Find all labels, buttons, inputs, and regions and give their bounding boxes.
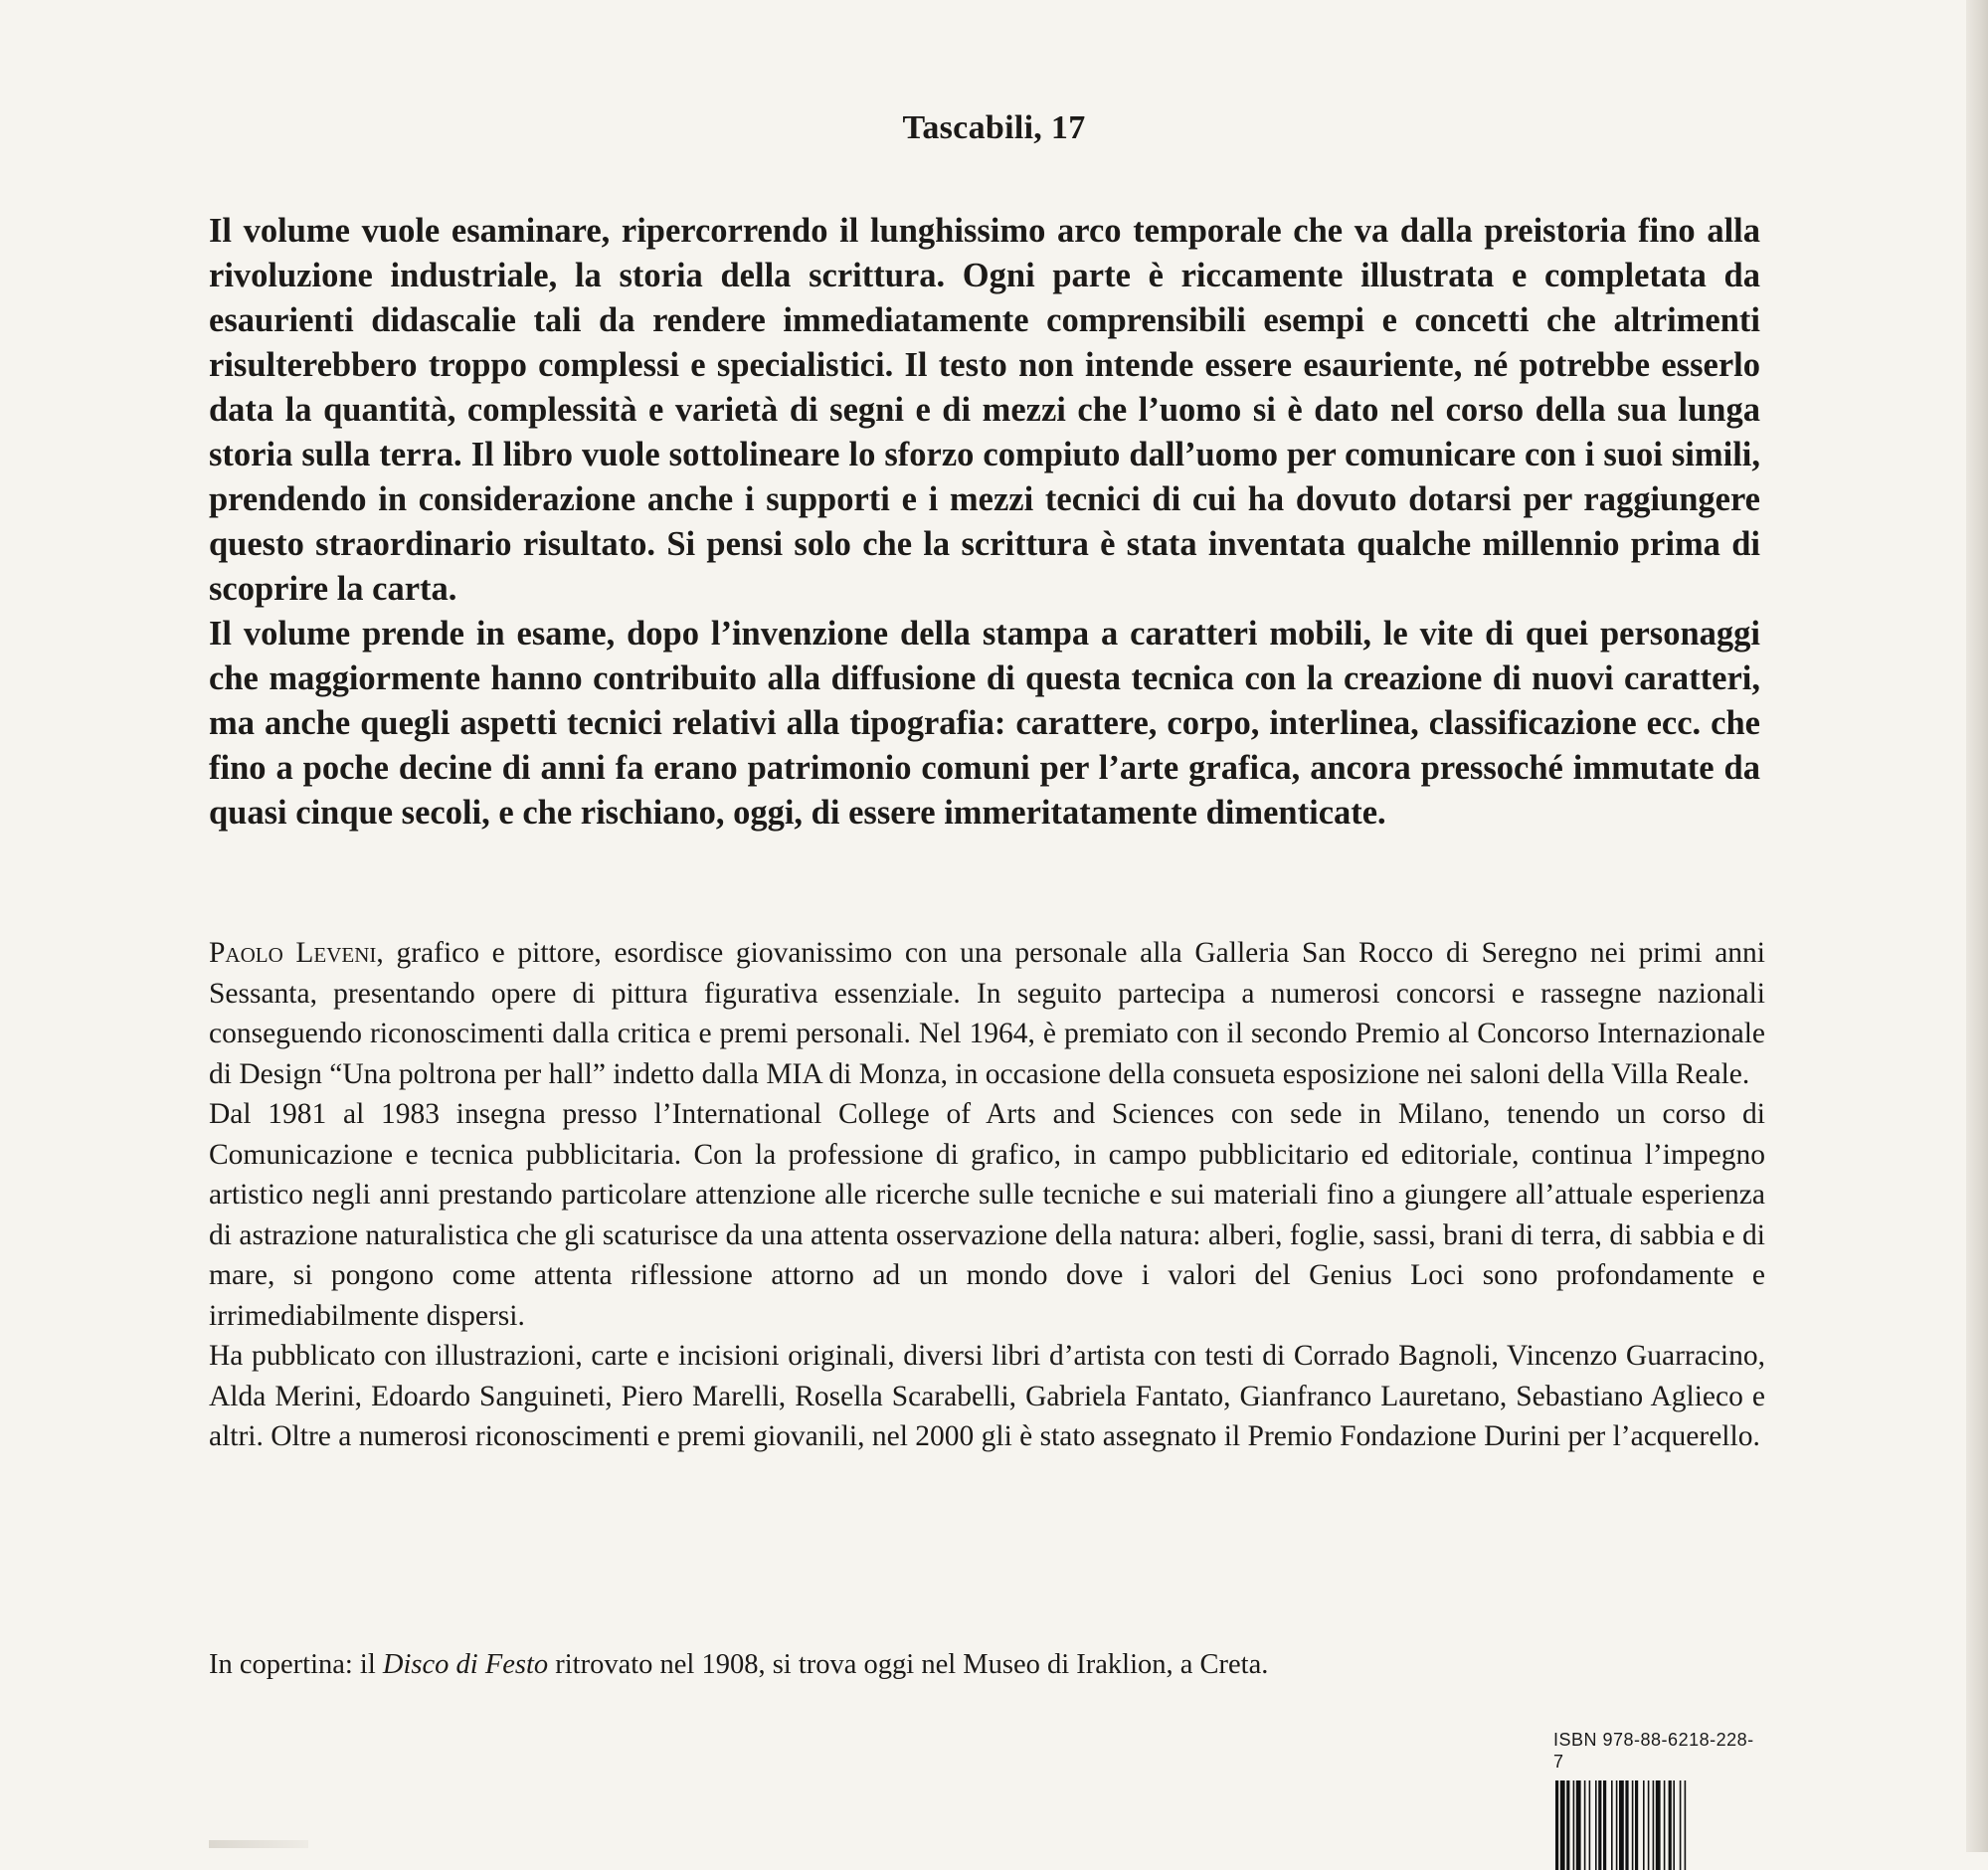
barcode-bar bbox=[1603, 1780, 1606, 1870]
description-paragraph-1: Il volume vuole esaminare, ripercorrendo il lunghissimo arco temporale che va dalla preistoria fino alla rivoluzione industriale, la storia della scrittura. Ogni parte è riccamente illustrata e completata da esaurienti didascalie tali da rendere immediatamente comprensibili esempi e concetti che altrimenti risulterebbero troppo complessi e specialistici. Il testo non intende essere esauriente, né potrebbe esserlo data la quantità, complessità e varietà di segni e di mezzi che l’uomo si è dato nel corso della sua lunga storia sulla terra. Il libro vuole sottolineare lo sforzo compiuto dall’uomo per comunicare con i suoi simili, prendendo in considerazione anche i supporti e i mezzi tecnici di cui ha dovuto dotarsi per raggiungere questo straordinario risultato. Si pensi solo che la scrittura è stata inventata qualche millennio prima di scoprire la carta. bbox=[209, 212, 1760, 608]
barcode-bar bbox=[1611, 1780, 1613, 1870]
series-title: Tascabili, 17 bbox=[902, 109, 1086, 146]
cover-note-title: Disco di Festo bbox=[382, 1649, 549, 1680]
barcode-bar bbox=[1589, 1780, 1591, 1870]
barcode-bar bbox=[1619, 1780, 1624, 1870]
cover-note bbox=[209, 1646, 1760, 1684]
cover-note-prefix: In copertina: il bbox=[209, 1649, 383, 1680]
barcode-bar bbox=[1664, 1780, 1666, 1870]
barcode-bar bbox=[1598, 1780, 1601, 1870]
bio-paragraph-2: Dal 1981 al 1983 insegna presso l’International College of Arts and Sciences con sede in Milano, tenendo un corso di Comunicazione e tecnica pubblicitaria. Con la professione di grafico, in campo pubblicitario ed editoriale, continua l’impegno artistico negli anni prestando particolare attenzione alle ricerche sulle tecniche e sui materiali fino a giungere all’attuale esperienza di astrazione naturalistica che gli scaturisce da una attenta osservazione della natura: alberi, foglie, sassi, brani di terra, di sabbia e di mare, si pongono come attenta riflessione attorno ad un mondo dove i valori del Genius Loci sono profondamente e irrimediabilmente dispersi. bbox=[209, 1098, 1765, 1332]
barcode-bar bbox=[1555, 1780, 1558, 1870]
corner-mark bbox=[209, 1840, 308, 1848]
author-name: Paolo Leveni bbox=[209, 937, 377, 969]
bio-paragraph-1-text: , grafico e pittore, esordisce giovanissimo con una personale alla Galleria San Rocco di Seregno nei primi anni Sessanta, presentando opere di pittura figurativa essenziale. In seguito partecipa a numerosi concorsi e rassegne nazionali conseguendo riconoscimenti dalla critica e premi personali. Nel 1964, è premiato con il secondo Premio al Concorso Internazionale di Design “Una poltrona per hall” indetto dalla MIA di Monza, in occasione della consueta esposizione nei saloni della Villa Reale. bbox=[209, 937, 1765, 1090]
cover-note-suffix: ritrovato nel 1908, si trova oggi nel Museo di Iraklion, a Creta. bbox=[548, 1649, 1269, 1680]
barcode-bar bbox=[1566, 1780, 1569, 1870]
barcode-bar bbox=[1680, 1780, 1682, 1870]
barcode-bar bbox=[1632, 1780, 1634, 1870]
barcode-bar bbox=[1584, 1780, 1586, 1870]
barcode-bar bbox=[1635, 1780, 1638, 1870]
barcode-bar bbox=[1616, 1780, 1618, 1870]
spine-edge bbox=[1966, 0, 1988, 1852]
barcode-bar bbox=[1685, 1780, 1687, 1870]
description-paragraph-2: Il volume prende in esame, dopo l’invenzione della stampa a caratteri mobili, le vite di quei personaggi che maggiormente hanno contribuito alla diffusione di questa tecnica con la creazione di nuovi caratteri, ma anche quegli aspetti tecnici relativi alla tipografia: carattere, corpo, interlinea, classificazione ecc. che fino a poche decine di anni fa erano patrimonio comuni per l’arte grafica, ancora pressoché immutate da quasi cinque secoli, e che rischiano, oggi, di essere immeritatamente dimenticate. bbox=[209, 615, 1760, 832]
barcode-image bbox=[1553, 1780, 1757, 1870]
barcode-bar bbox=[1673, 1780, 1675, 1870]
barcode-bar bbox=[1669, 1780, 1672, 1870]
bio-paragraph-1 bbox=[209, 933, 1765, 1094]
isbn-block bbox=[1553, 1729, 1757, 1852]
isbn-number: ISBN 978-88-6218-228-7 bbox=[1553, 1730, 1754, 1772]
barcode-bar bbox=[1576, 1780, 1581, 1870]
book-description bbox=[209, 209, 1760, 836]
barcode-bar bbox=[1643, 1780, 1645, 1870]
barcode-bar bbox=[1625, 1780, 1628, 1870]
barcode-bar bbox=[1573, 1780, 1575, 1870]
barcode-bar bbox=[1648, 1780, 1650, 1870]
author-biography bbox=[209, 933, 1765, 1457]
barcode-bar bbox=[1560, 1780, 1565, 1870]
barcode-bar bbox=[1653, 1780, 1655, 1870]
bio-paragraph-3: Ha pubblicato con illustrazioni, carte e incisioni originali, diversi libri d’artista con testi di Corrado Bagnoli, Vincenzo Guarracino, Alda Merini, Edoardo Sanguineti, Piero Marelli, Rosella Scarabelli, Gabriela Fantato, Gianfranco Lauretano, Sebastiano Aglieco e altri. Oltre a numerosi riconoscimenti e premi giovanili, nel 2000 gli è stato assegnato il Premio Fondazione Durini per l’acquerello. bbox=[209, 1340, 1765, 1452]
barcode-bar bbox=[1656, 1780, 1661, 1870]
barcode-bar bbox=[1595, 1780, 1597, 1870]
